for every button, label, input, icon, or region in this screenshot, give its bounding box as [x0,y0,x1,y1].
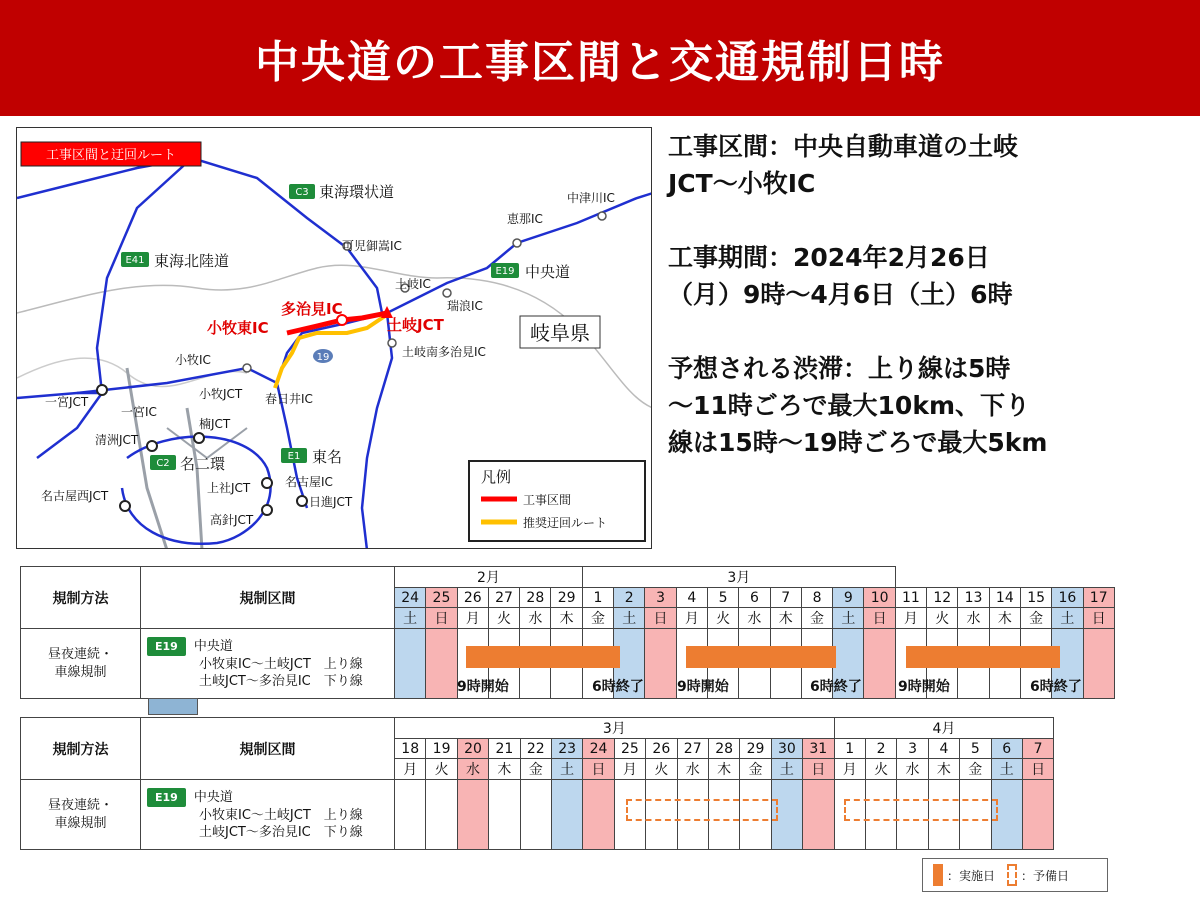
label-kiyosu-jct: 清洲JCT [95,433,139,447]
weekday-cell: 木 [770,608,801,629]
weekday-cell: 日 [1022,759,1053,780]
day-cell: 15 [1020,588,1051,608]
shield-e1 [281,448,342,466]
shield-e41 [121,252,229,270]
ic-node [297,496,307,506]
blue-marker [148,698,198,715]
svg-text:東名: 東名 [312,448,343,466]
day-cell: 19 [426,739,457,759]
day-cell: 16 [1052,588,1083,608]
road-name-2: 中央道 [193,790,233,805]
weekday-cell: 月 [676,608,707,629]
method-cell: 昼夜連続・ 車線規制 [21,629,141,699]
schedule-cell [489,780,520,850]
start-label-2: 9時開始 [677,679,729,695]
weekday-cell: 木 [551,608,582,629]
weekday-cell: 月 [614,759,645,780]
weekday-cell: 金 [740,759,771,780]
legend-reserve-swatch [1007,864,1017,886]
svg-text:東海北陸道: 東海北陸道 [154,252,230,270]
label-nisshin-jct: 日進JCT [309,495,353,509]
day-cell: 1 [582,588,613,608]
road-name: 中央道 [193,639,233,654]
ic-node [388,339,396,347]
section-cell [141,629,395,699]
ic-node [443,289,451,297]
weekday-cell: 日 [645,608,676,629]
day-cell: 21 [489,739,520,759]
day-cell: 25 [426,588,457,608]
info-section-line-2: JCT～小牧IC [668,169,816,198]
label-takabari-jct: 高針JCT [210,513,254,527]
weekday-cell: 木 [489,759,520,780]
day-cell: 22 [520,739,551,759]
col-section-header-2: 規制区間 [141,718,395,780]
start-label-3: 9時開始 [898,679,950,695]
day-cell: 24 [395,588,426,608]
ic-node [194,433,204,443]
end-label-3: 6時終了 [1030,679,1082,695]
up-section-2: 小牧東IC～土岐JCT 上り線 [199,808,363,823]
schedule-cell [426,780,457,850]
weekday-cell: 火 [426,759,457,780]
svg-text:中央道: 中央道 [525,263,571,281]
info-period-line-2: （月）9時～4月6日（土）6時 [668,280,1013,309]
label-nagoya-nishi-jct: 名古屋西JCT [41,489,109,503]
schedule-cell [645,629,676,699]
start-label-1: 9時開始 [457,679,509,695]
info-text [668,128,1188,461]
weekday-cell: 木 [928,759,959,780]
svg-text:名二環: 名二環 [180,455,226,473]
day-cell: 6 [739,588,770,608]
svg-text:E1: E1 [287,451,301,462]
label-komaki-higashi-ic: 小牧東IC [207,319,269,337]
ic-node [97,385,107,395]
map-legend [469,461,645,541]
day-cell: 5 [960,739,991,759]
reserve-bar-2 [844,799,998,821]
shield-c2 [150,455,225,473]
reserve-bar-1 [626,799,778,821]
day-cell: 26 [646,739,677,759]
ic-node [120,501,130,511]
day-cell: 30 [771,739,802,759]
schedule-cell [395,780,426,850]
day-cell: 27 [677,739,708,759]
weekday-cell: 火 [707,608,738,629]
tokai-hokuriku-road [37,158,192,458]
day-cell: 29 [551,588,582,608]
weekday-cell: 土 [771,759,802,780]
weekday-cell: 月 [834,759,865,780]
weekday-cell: 月 [895,608,926,629]
weekday-cell: 金 [582,608,613,629]
label-ichinomiya-ic: 一宮IC [121,405,157,419]
weekday-cell: 金 [960,759,991,780]
prefecture-boundary-2 [17,358,247,386]
down-section: 土岐JCT～多治見IC 下り線 [199,674,363,689]
month-header: 4月 [834,718,1054,739]
svg-text:東海環状道: 東海環状道 [319,183,395,201]
down-section-2: 土岐JCT～多治見IC 下り線 [199,825,363,840]
weekday-cell: 水 [457,759,488,780]
schedule-legend [922,858,1108,892]
day-cell: 2 [614,588,645,608]
tomei-road [362,313,392,549]
svg-text:C2: C2 [156,458,170,469]
weekday-cell: 水 [520,608,551,629]
schedule-cell [426,629,457,699]
label-tajimi-ic: 多治見IC [281,300,343,318]
day-cell: 1 [834,739,865,759]
weekday-cell: 水 [739,608,770,629]
info-period-line-1: 工事期間：2024年2月26日 [668,243,990,272]
end-label-2: 6時終了 [810,679,862,695]
schedule-cell [520,780,551,850]
map-badge-text: 工事区間と迂回ルート [45,148,177,163]
label-komaki-jct: 小牧JCT [199,387,243,401]
label-komaki-ic: 小牧IC [175,353,211,367]
day-cell: 25 [614,739,645,759]
label-kamiyashiro-jct: 上社JCT [207,481,251,495]
ic-node [243,364,251,372]
schedule-cell [1022,780,1053,850]
day-cell: 28 [708,739,739,759]
weekday-cell: 日 [864,608,895,629]
weekday-cell: 土 [833,608,864,629]
legend-title: 凡例 [481,468,512,486]
day-cell: 26 [457,588,488,608]
legend-construction: 工事区間 [523,493,572,507]
weekday-cell: 土 [614,608,645,629]
day-cell: 17 [1083,588,1114,608]
schedule-cell [583,780,614,850]
label-nagoya-ic: 名古屋IC [285,475,333,489]
schedule-cell [551,780,582,850]
weekday-cell: 金 [520,759,551,780]
map-canvas [17,128,652,549]
day-cell: 11 [895,588,926,608]
day-cell: 7 [1022,739,1053,759]
col-method-header: 規制方法 [21,567,141,629]
day-cell: 24 [583,739,614,759]
svg-text:E41: E41 [125,255,145,266]
label-mizunami-ic: 瑞浪IC [447,299,483,313]
schedule-cell [457,780,488,850]
schedule-table-mar-apr [20,717,1054,850]
day-cell: 13 [958,588,989,608]
weekday-cell: 土 [395,608,426,629]
weekday-cell: 月 [457,608,488,629]
info-congestion-line-1: 予想される渋滞：上り線は5時 [668,354,1011,383]
schedule-cell [395,629,426,699]
day-cell: 8 [801,588,832,608]
day-cell: 18 [395,739,426,759]
schedule-bar-2 [686,646,836,668]
label-ena-ic: 恵那IC [507,212,543,226]
info-congestion-line-2: ～11時ごろで最大10km、下り [668,391,1031,420]
label-kusunoki-jct: 楠JCT [199,417,231,431]
weekday-cell: 金 [1020,608,1051,629]
schedule-bar-3 [906,646,1060,668]
weekday-cell: 火 [488,608,519,629]
weekday-cell: 金 [801,608,832,629]
col-section-header: 規制区間 [141,567,395,629]
schedule-cell [803,780,834,850]
day-cell: 14 [989,588,1020,608]
up-section: 小牧東IC～土岐JCT 上り線 [199,657,363,672]
label-nakatsugawa-ic: 中津川IC [567,191,615,205]
day-cell: 28 [520,588,551,608]
weekday-cell: 土 [1052,608,1083,629]
month-header: 3月 [395,718,835,739]
col-method-header-2: 規制方法 [21,718,141,780]
day-cell: 6 [991,739,1022,759]
weekday-cell: 水 [958,608,989,629]
day-cell: 3 [645,588,676,608]
month-header: 2月 [395,567,583,588]
e19-shield: E19 [147,637,186,656]
weekday-cell: 日 [426,608,457,629]
schedule-cell [1083,629,1114,699]
weekday-cell: 火 [865,759,896,780]
schedule-cell [864,629,895,699]
info-section-line-1: 工事区間：中央自動車道の土岐 [668,132,1019,161]
day-cell: 27 [488,588,519,608]
end-label-1: 6時終了 [592,679,644,695]
legend-done-label: ：実施日 [947,868,996,883]
region-label: 岐阜県 [530,321,590,345]
ic-node [262,505,272,515]
e19-shield-2: E19 [147,788,186,807]
weekday-cell: 水 [677,759,708,780]
day-cell: 31 [803,739,834,759]
day-cell: 4 [928,739,959,759]
ic-node [147,441,157,451]
svg-text:E19: E19 [495,266,515,277]
shield-c3 [289,183,394,201]
shield-e19 [491,263,570,281]
legend-reserve-label: ：予備日 [1021,868,1070,883]
legend-detour: 推奨迂回ルート [523,516,608,530]
route-map [16,127,652,549]
day-cell: 9 [833,588,864,608]
page-title: 中央道の工事区間と交通規制日時 [255,37,945,88]
weekday-cell: 月 [395,759,426,780]
label-kasugai-ic: 春日井IC [265,392,313,406]
day-cell: 29 [740,739,771,759]
tokai-kanjo-road [17,158,382,313]
day-cell: 20 [457,739,488,759]
label-toki-jct: 土岐JCT [387,316,444,334]
label-toki-minami-tajimi-ic: 土岐南多治見IC [402,345,486,359]
weekday-cell: 日 [583,759,614,780]
weekday-cell: 土 [991,759,1022,780]
method-cell-2: 昼夜連続・ 車線規制 [21,780,141,850]
weekday-cell: 火 [646,759,677,780]
schedule-bar-1 [466,646,620,668]
ic-node [598,212,606,220]
day-cell: 10 [864,588,895,608]
weekday-cell: 木 [708,759,739,780]
day-cell: 23 [551,739,582,759]
schedule-table-feb-mar [20,566,1115,699]
route19-label: 19 [316,352,330,363]
weekday-cell: 日 [1083,608,1114,629]
ic-node [262,478,272,488]
ic-node [513,239,521,247]
day-cell: 4 [676,588,707,608]
section-cell-2 [141,780,395,850]
title-banner [0,0,1200,116]
day-cell: 12 [927,588,958,608]
weekday-cell: 日 [803,759,834,780]
svg-text:C3: C3 [295,187,309,198]
weekday-cell: 火 [927,608,958,629]
label-toki-ic: 土岐IC [395,277,431,291]
weekday-cell: 水 [897,759,928,780]
weekday-cell: 土 [551,759,582,780]
label-ichinomiya-jct: 一宮JCT [45,395,89,409]
info-congestion-line-3: 線は15時～19時ごろで最大5km [668,428,1048,457]
day-cell: 2 [865,739,896,759]
day-cell: 3 [897,739,928,759]
legend-done-swatch [933,864,943,886]
month-header: 3月 [582,567,895,588]
weekday-cell: 木 [989,608,1020,629]
day-cell: 7 [770,588,801,608]
day-cell: 5 [707,588,738,608]
label-kani-mitake-ic: 可児御嵩IC [342,239,402,253]
